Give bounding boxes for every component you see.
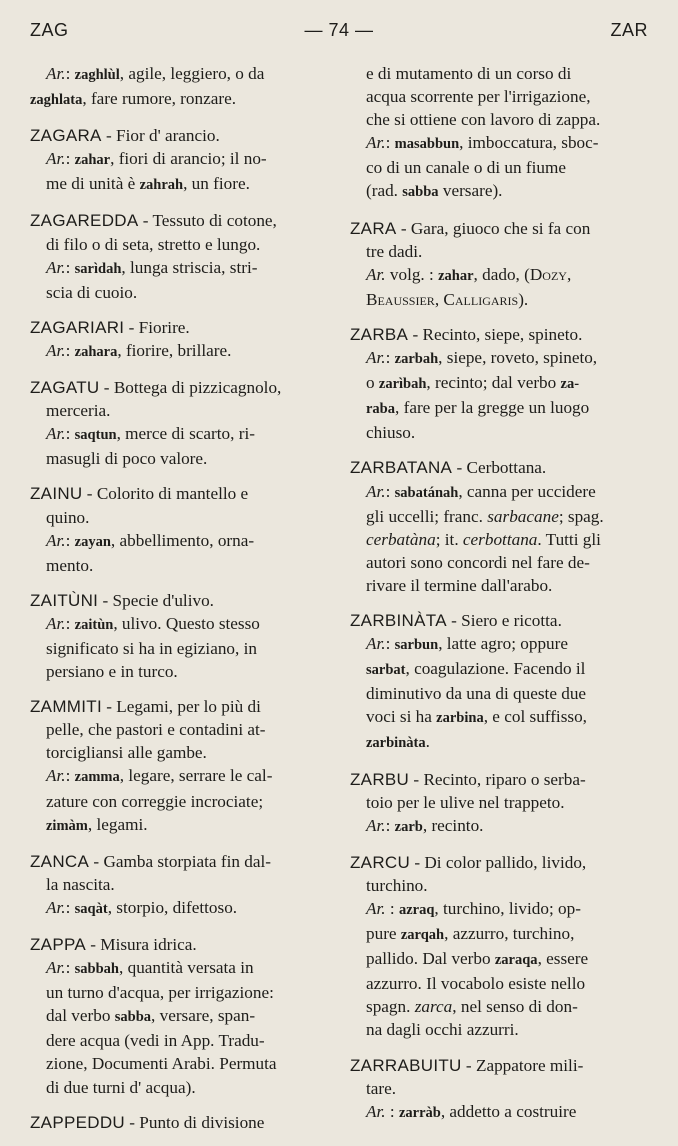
entry-zanca: ZANCA - Gamba storpiata fin dal- la nascita. Ar.: saqàt, storpio, difettoso. — [30, 851, 271, 917]
headword: ZAGATU — [30, 378, 100, 398]
entry-zappeddu: ZAPPEDDU - Punto di divisione — [30, 1112, 265, 1132]
right-column — [350, 62, 650, 1137]
running-head-left: ZAG — [30, 20, 69, 40]
entry-zarcu: ZARCU - Di color pallido, livido, turchino. Ar. : azraq, turchino, livido; op- pure zarqah, azzurro, turchino, pallido. Dal verbo zaraqa, essere azzurro. Il vocabolo esiste nello spagn. zarca, nel senso di don- na dagli occhi azzurri. — [350, 852, 589, 1040]
running-head — [30, 20, 648, 46]
entry-zappa: ZAPPA - Misura idrica. Ar.: sabbah, quantità versata in un turno d'acqua, per irrigazione: dal verbo sabba, versare, span- dere acqua (vedi in App. Tradu- zione, Documenti Arabi. Permuta di due turni d' acqua). — [30, 935, 277, 1097]
headword: ZARRABUITU — [350, 1055, 462, 1075]
headword: ZARBINÀTA — [350, 610, 447, 630]
headword: ZAGARA — [30, 126, 102, 146]
headword: ZAPPEDDU — [30, 1112, 125, 1132]
headword: ZAINU — [30, 484, 83, 504]
entry-zainu: ZAINU - Colorito di mantello e quino. Ar.: zayan, abbellimento, orna- mento. — [30, 484, 255, 575]
running-head-right: ZAR — [610, 20, 648, 40]
entry-zara: ZARA - Gara, giuoco che si fa con tre dadi. Ar. volg. : zahar, dado, (Dozy, Beaussier, Calligaris). — [350, 218, 591, 309]
entry-zarbinata: ZARBINÀTA - Siero e ricotta. Ar.: sarbun, latte agro; oppure sarbat, coagulazione. Facendo il diminutivo da una di queste due voci si ha zarbina, e col suffisso, zarbinàta. — [350, 610, 587, 752]
headword: ZARBU — [350, 769, 410, 789]
headword: ZAITÙNI — [30, 590, 99, 610]
entry-zaghlul-continuation: Ar.: zaghlùl, agile, leggiero, o da zaghlata, fare rumore, ronzare. — [30, 64, 265, 109]
entry-zappeddu-continuation: e di mutamento di un corso di acqua scorrente per l'irrigazione, che si ottiene con lavoro di zappa. Ar.: masabbun, imboccatura, sboc- co di un canale o di un fiume (rad. sabba versare). — [366, 64, 601, 201]
entry-zagara: ZAGARA - Fior d' arancio. Ar.: zahar, fiori di arancio; il no- me di unità è zahrah, un fiore. — [30, 126, 267, 194]
headword: ZANCA — [30, 851, 90, 871]
headword: ZAGAREDDA — [30, 211, 139, 231]
headword: ZARA — [350, 218, 397, 238]
entry-zarrabuitu: ZARRABUITU - Zappatore mili- tare. Ar. : zarràb, addetto a costruire — [350, 1055, 584, 1121]
entry-zarbatana: ZARBATANA - Cerbottana. Ar.: sabatánah, canna per uccidere gli uccelli; franc. sarbacane; spag. cerbatàna; it. cerbottana. Tutti gli autori sono concordi nel fare de- rivare il termine dall'arabo. — [350, 458, 604, 595]
headword: ZARBATANA — [350, 458, 453, 478]
entry-zarbu: ZARBU - Recinto, riparo o serba- toio per le ulive nel trappeto. Ar.: zarb, recinto. — [350, 769, 586, 835]
headword: ZAMMITI — [30, 697, 102, 717]
page-number: — 74 — — [304, 20, 374, 40]
headword: ZARCU — [350, 852, 411, 872]
entry-zammiti: ZAMMITI - Legami, per lo più di pelle, che pastori e contadini at- torcigliansi alle gambe. Ar.: zamma, legare, serrare le cal- zature con correggie incrociate; zimàm, legami. — [30, 697, 273, 834]
headword: ZAPPA — [30, 935, 86, 954]
headword: ZAGARIARI — [30, 317, 125, 337]
entry-zagaredda: ZAGAREDDA - Tessuto di cotone, di filo o di seta, stretto e lungo. Ar.: sarìdah, lunga striscia, stri- scia di cuoio. — [30, 211, 277, 302]
entry-zaituni: ZAITÙNI - Specie d'ulivo. Ar.: zaitùn, ulivo. Questo stesso significato si ha in egiziano, in persiano e in turco. — [30, 590, 260, 682]
entry-zarba: ZARBA - Recinto, siepe, spineto. Ar.: zarbah, siepe, roveto, spineto, o zarìbah, recinto; dal verbo za- raba, fare per la gregge un luogo chiuso. — [350, 324, 598, 443]
headword: ZARBA — [350, 324, 409, 344]
left-column — [30, 62, 330, 1146]
entry-zagariari: ZAGARIARI - Fiorire. Ar.: zahara, fiorire, brillare. — [30, 317, 232, 360]
entry-zagatu: ZAGATU - Bottega di pizzicagnolo, merceria. Ar.: saqtun, merce di scarto, ri- masugli di poco valore. — [30, 378, 282, 469]
